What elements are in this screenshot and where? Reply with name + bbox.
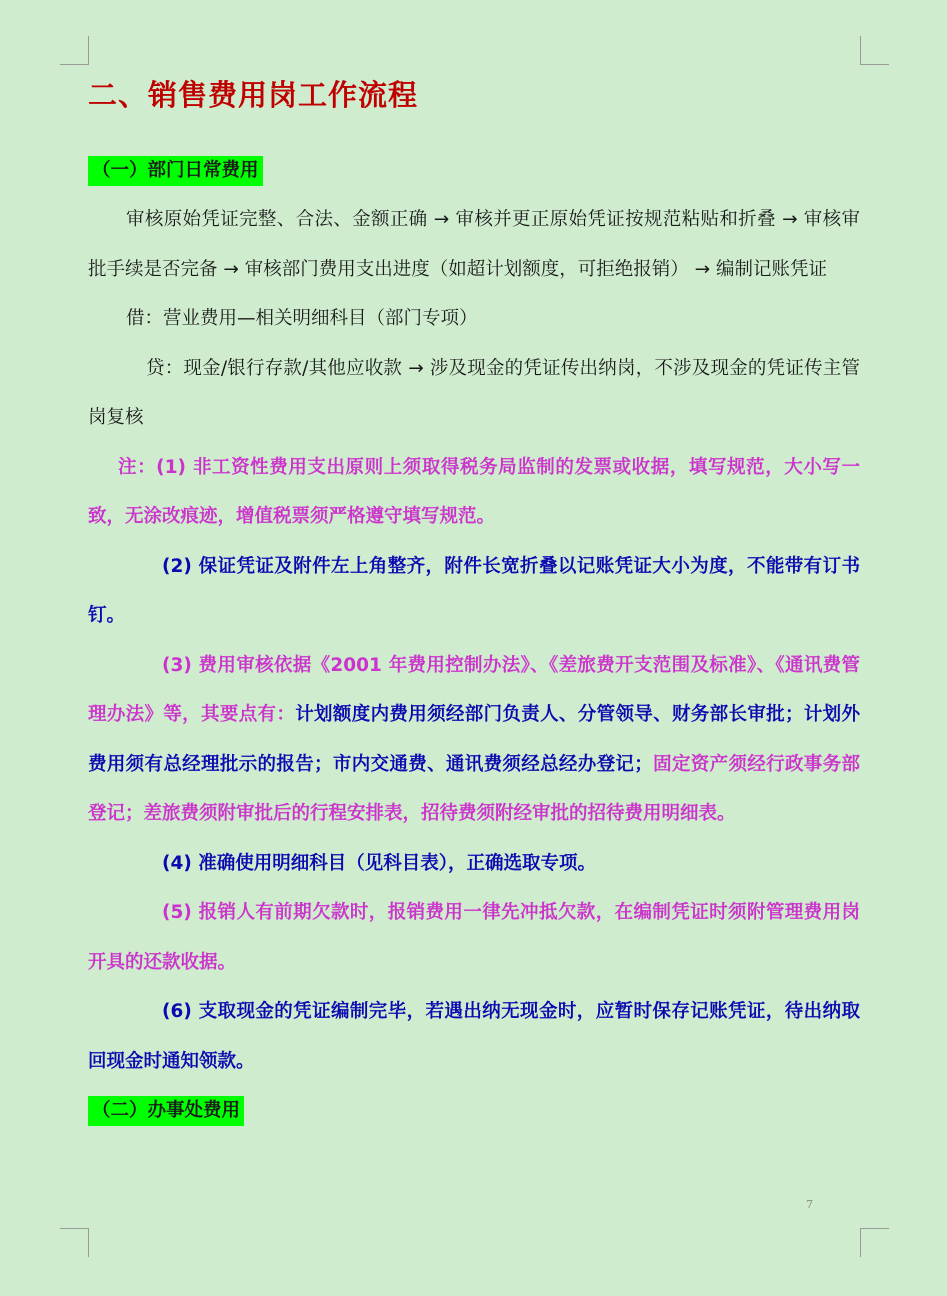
note-3-part-2: 计划额度内费用须经部门负责人、分管领导、财务部长审批；计划外费用须有总经理批示的报告；市内交通费、通讯费须经总经办登记；: [88, 704, 860, 775]
flow-paragraph: 审核原始凭证完整、合法、金额正确 → 审核并更正原始凭证按规范粘贴和折叠 → 审核审批手续是否完备 → 审核部门费用支出进度（如超计划额度，可拒绝报销） → 编制记账凭证: [88, 209, 860, 280]
note-3: [88, 641, 860, 839]
note-6: (6) 支取现金的凭证编制完毕，若遇出纳无现金时，应暂时保存记账凭证，待出纳取回现金时通知领款。: [88, 1001, 860, 1072]
section-heading-wrap-2: [88, 1086, 860, 1135]
note-1: 注：(1) 非工资性费用支出原则上须取得税务局监制的发票或收据，填写规范，大小写一致，无涂改痕迹，增值税票须严格遵守填写规范。: [88, 456, 860, 527]
corner-mark-top-left: [60, 36, 89, 65]
corner-mark-bottom-left: [60, 1228, 89, 1257]
section-heading-wrap-1: [88, 146, 860, 195]
page-title: 二、销售费用岗工作流程: [88, 78, 419, 112]
corner-mark-bottom-right: [860, 1228, 889, 1257]
section-heading-office-expenses: （二）办事处费用: [88, 1096, 244, 1126]
note-3-part-1: (3) 费用审核依据《2001 年费用控制办法》、《差旅费开支范围及标准》、《通讯费管理办法》等，其要点有：: [88, 654, 860, 725]
section-heading-department-expenses: （一）部门日常费用: [88, 156, 263, 186]
note-3-part-3: 固定资产须经行政事务部登记；差旅费须附审批后的行程安排表，招待费须附经审批的招待费用明细表。: [88, 753, 860, 824]
note-5: (5) 报销人有前期欠款时，报销费用一律先冲抵欠款，在编制凭证时须附管理费用岗开具的还款收据。: [88, 902, 860, 973]
document-body: [88, 72, 860, 1135]
corner-mark-top-right: [860, 36, 889, 65]
page-number: 7: [806, 1198, 813, 1211]
note-2: (2) 保证凭证及附件左上角整齐，附件长宽折叠以记账凭证大小为度，不能带有订书钉。: [88, 555, 860, 626]
note-4: (4) 准确使用明细科目（见科目表），正确选取专项。: [162, 852, 596, 874]
credit-entry: 贷：现金/银行存款/其他应收款 → 涉及现金的凭证传出纳岗，不涉及现金的凭证传主管岗复核: [88, 357, 860, 428]
debit-entry: 借：营业费用—相关明细科目（部门专项）: [126, 308, 478, 329]
